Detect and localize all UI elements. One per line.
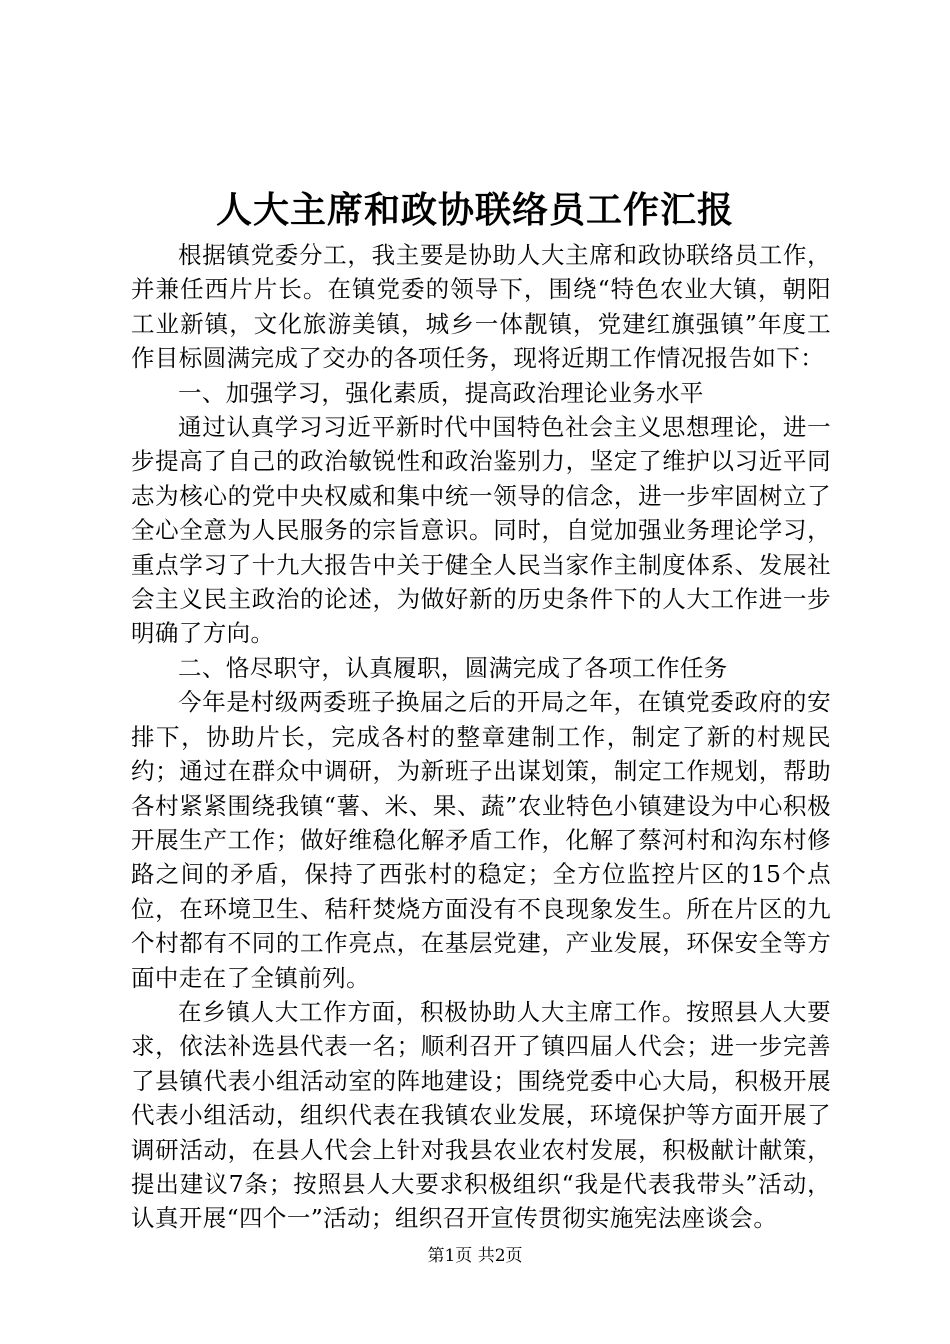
page-number-footer: 第1页 共2页 <box>427 1246 523 1266</box>
paragraph-study: 通过认真学习习近平新时代中国特色社会主义思想理论，进一步提高了自己的政治敏锐性和政治鉴别力，坚定了维护以习近平同志为核心的党中央权威和集中统一领导的信念，进一步牢固树立了全心全意为人民服务的宗旨意识。同时，自觉加强业务理论学习，重点学习了十九大报告中关于健全人民当家作主制度体系、发展社会主义民主政治的论述，为做好新的历史条件下的人大工作进一步明确了方向。 <box>131 413 831 648</box>
paragraph-peoples-congress: 在乡镇人大工作方面，积极协助人大主席工作。按照县人大要求，依法补选县代表一名；顺利召开了镇四届人代会；进一步完善了县镇代表小组活动室的阵地建设；围绕党委中心大局，积极开展代表小组活动，组织代表在我镇农业发展，环境保护等方面开展了调研活动，在县人代会上针对我县农业农村发展，积极献计献策，提出建议7条；按照县人大要求积极组织“我是代表我带头”活动，认真开展“四个一”活动；组织召开宣传贯彻实施宪法座谈会。 <box>131 997 831 1233</box>
paragraph-intro: 根据镇党委分工，我主要是协助人大主席和政协联络员工作，并兼任西片片长。在镇党委的领导下，围绕“特色农业大镇，朝阳工业新镇，文化旅游美镇，城乡一体靓镇，党建红旗强镇”年度工作目标圆满完成了交办的各项任务，现将近期工作情况报告如下： <box>131 241 831 373</box>
section-heading-1: 一、加强学习，强化素质，提高政治理论业务水平 <box>178 378 704 407</box>
document-body <box>131 238 831 1236</box>
paragraph-duties: 今年是村级两委班子换届之后的开局之年，在镇党委政府的安排下，协助片长，完成各村的整章建制工作，制定了新的村规民约；通过在群众中调研，为新班子出谋划策，制定工作规划，帮助各村紧紧围绕我镇“薯、米、果、蔬”农业特色小镇建设为中心积极开展生产工作；做好维稳化解矛盾工作，化解了蔡河村和沟东村修路之间的矛盾，保持了西张村的稳定；全方位监控片区的15个点位，在环境卫生、秸秆焚烧方面没有不良现象发生。所在片区的九个村都有不同的工作亮点，在基层党建，产业发展，环保安全等方面中走在了全镇前列。 <box>131 688 831 992</box>
section-heading-2: 二、恪尽职守，认真履职，圆满完成了各项工作任务 <box>178 653 728 682</box>
document-title: 人大主席和政协联络员工作汇报 <box>215 189 734 231</box>
